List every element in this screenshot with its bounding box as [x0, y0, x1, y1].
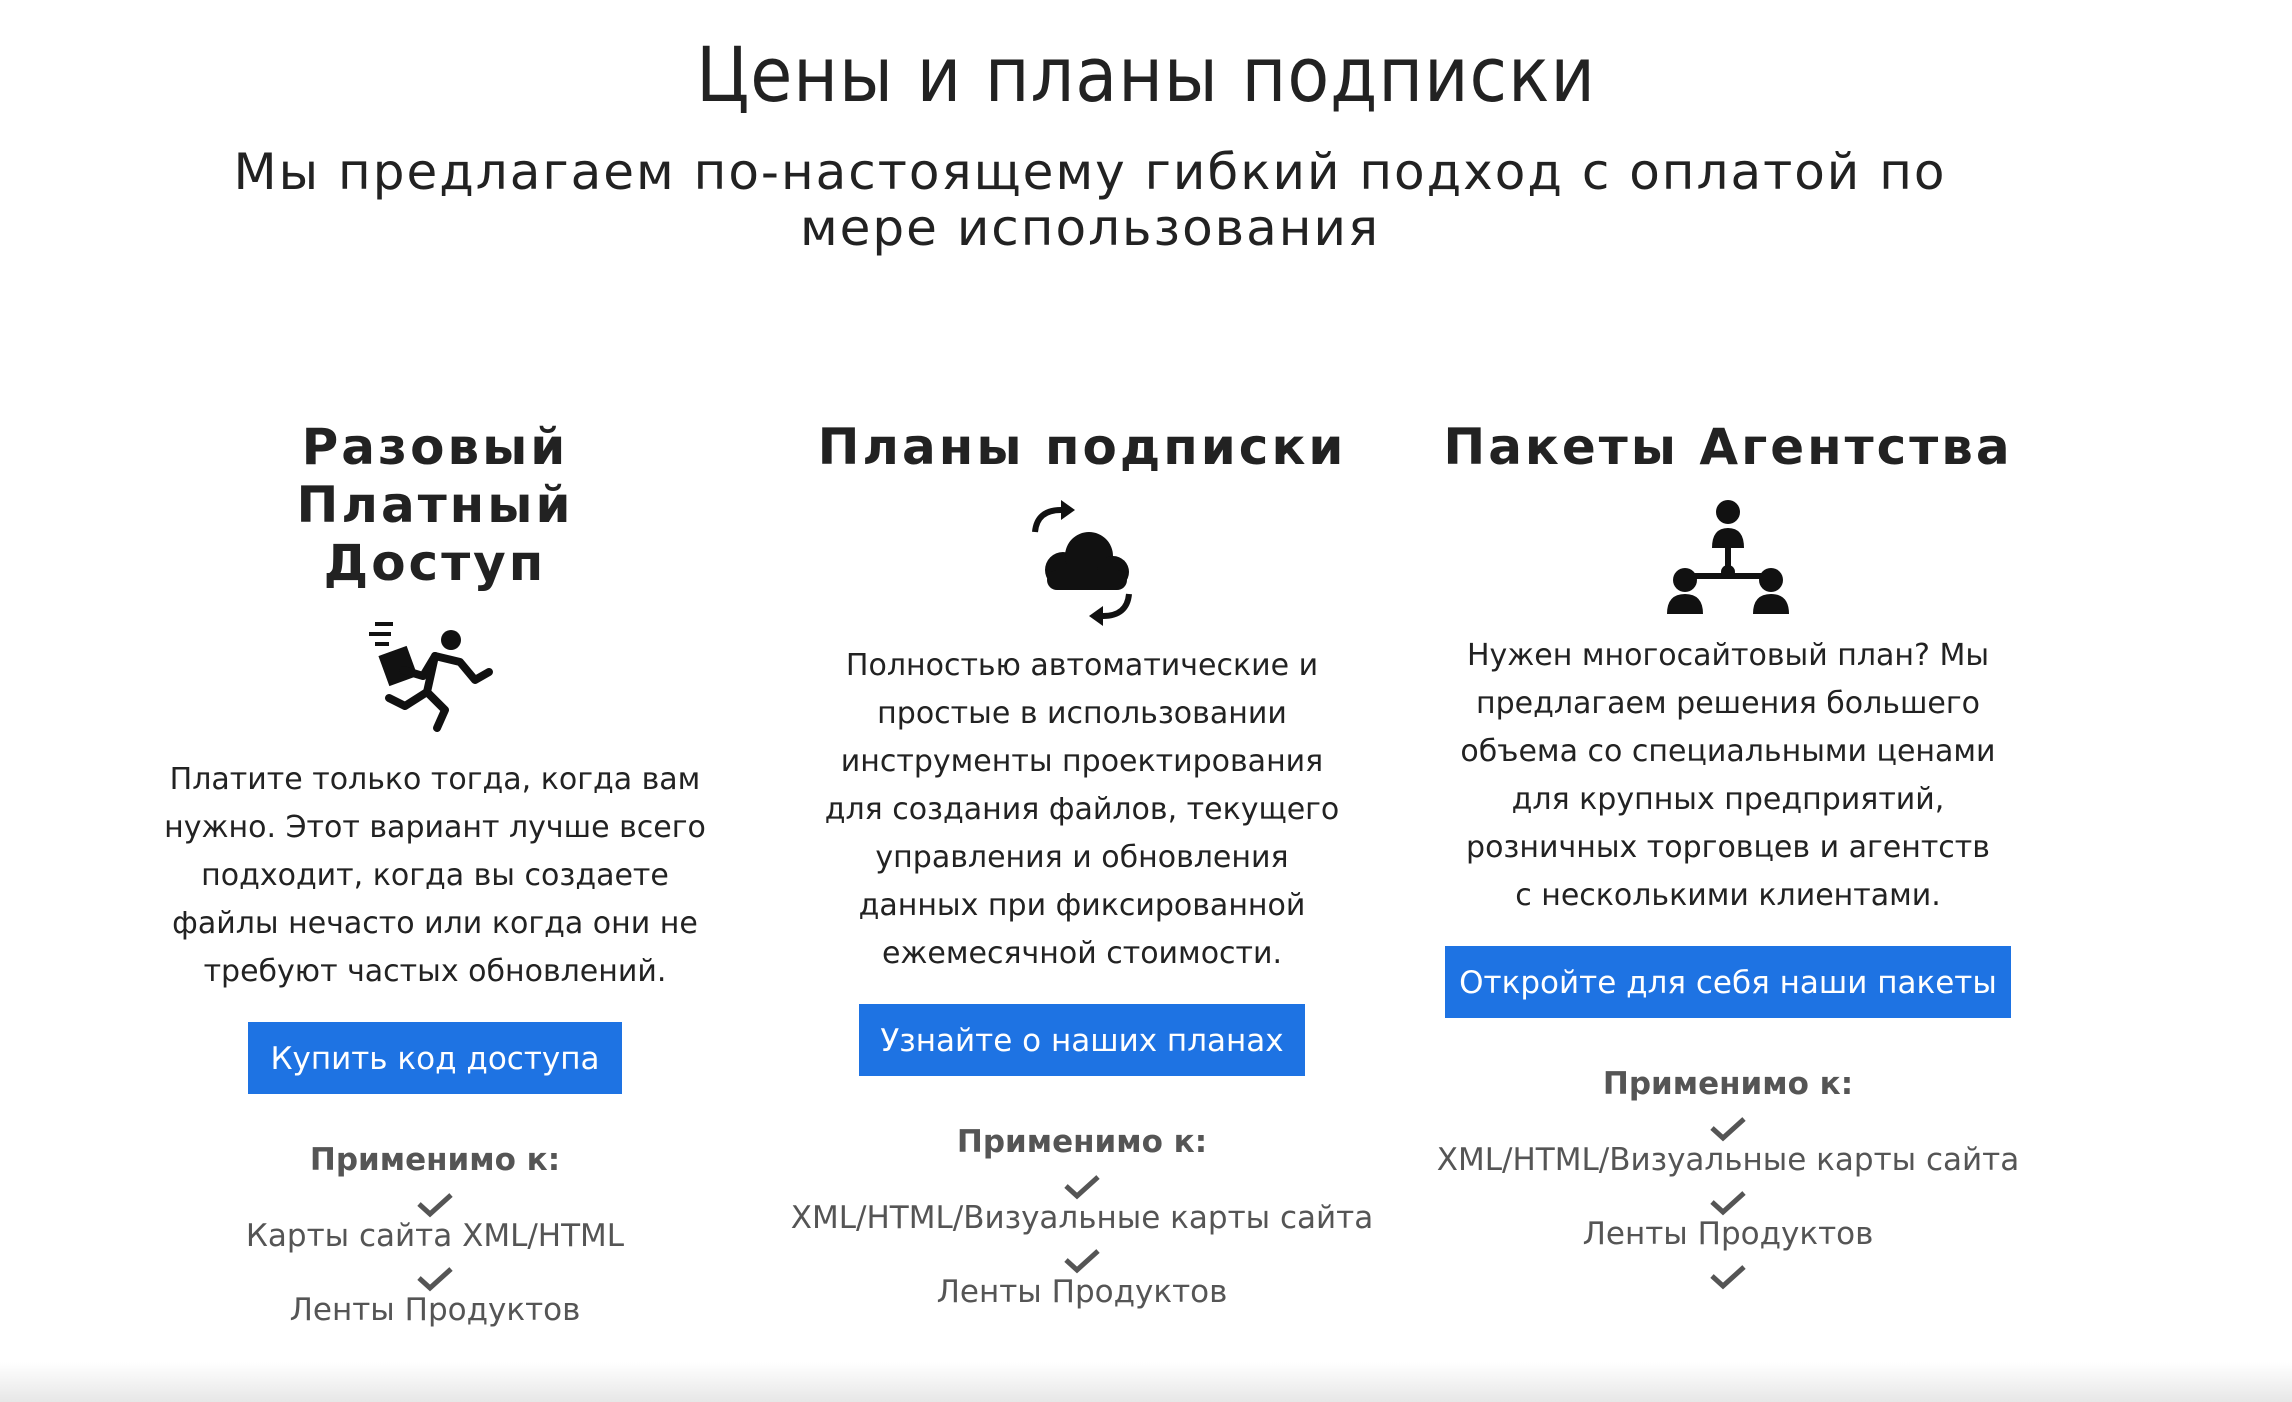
applies-to-label: Применимо к: — [1602, 1066, 1854, 1102]
plan-card-one-time — [115, 418, 755, 1328]
checkmark-icon — [1708, 1190, 1748, 1216]
applies-to-label: Применимо к: — [956, 1124, 1208, 1160]
card-title: Планы подписки — [817, 418, 1347, 476]
organization-network-icon — [1663, 496, 1793, 616]
applies-item: XML/HTML/Визуальные карты сайта — [790, 1200, 1374, 1236]
applies-item: Ленты Продуктов — [1582, 1216, 1874, 1252]
checkmark-icon — [1062, 1248, 1102, 1274]
applies-item: Карты сайта XML/HTML — [245, 1218, 625, 1254]
card-description: Нужен многосайтовый план? Мы предлагаем решения большего объема со специальными ценами для крупных предприятий, розничных торговцев и агентств с несколькими клиентами. — [1460, 638, 1996, 913]
buy-access-code-button[interactable]: Купить код доступа — [248, 1022, 622, 1094]
page-subtitle: Мы предлагаем по-настоящему гибкий подход с оплатой по мере использования — [233, 143, 1947, 257]
plan-card-agency — [1408, 418, 2048, 1290]
checkmark-icon — [1708, 1264, 1748, 1290]
applies-item: XML/HTML/Визуальные карты сайта — [1436, 1142, 2020, 1178]
plan-card-subscription — [762, 418, 1402, 1310]
card-title: Пакеты Агентства — [1443, 418, 2013, 476]
checkmark-icon — [415, 1192, 455, 1218]
bottom-shadow — [0, 1362, 2292, 1402]
card-description: Платите только тогда, когда вам нужно. Этот вариант лучше всего подходит, когда вы создаете файлы нечасто или когда они не требуют частых обновлений. — [164, 762, 706, 989]
applies-item: Ленты Продуктов — [289, 1292, 581, 1328]
applies-item: Ленты Продуктов — [936, 1274, 1228, 1310]
running-man-icon — [365, 614, 505, 734]
learn-about-plans-button[interactable]: Узнайте о наших планах — [859, 1004, 1305, 1076]
card-description: Полностью автоматические и простые в использовании инструменты проектирования для создания файлов, текущего управления и обновления данных при фиксированной ежемесячной стоимости. — [824, 648, 1340, 971]
checkmark-icon — [1062, 1174, 1102, 1200]
cloud-sync-icon — [1017, 498, 1147, 628]
discover-packages-button[interactable]: Откройте для себя наши пакеты — [1445, 946, 2011, 1018]
checkmark-icon — [415, 1266, 455, 1292]
checkmark-icon — [1708, 1116, 1748, 1142]
applies-to-label: Применимо к: — [309, 1142, 561, 1178]
card-title: Разовый Платный Доступ — [296, 418, 574, 592]
page-title: Цены и планы подписки — [696, 30, 1596, 119]
